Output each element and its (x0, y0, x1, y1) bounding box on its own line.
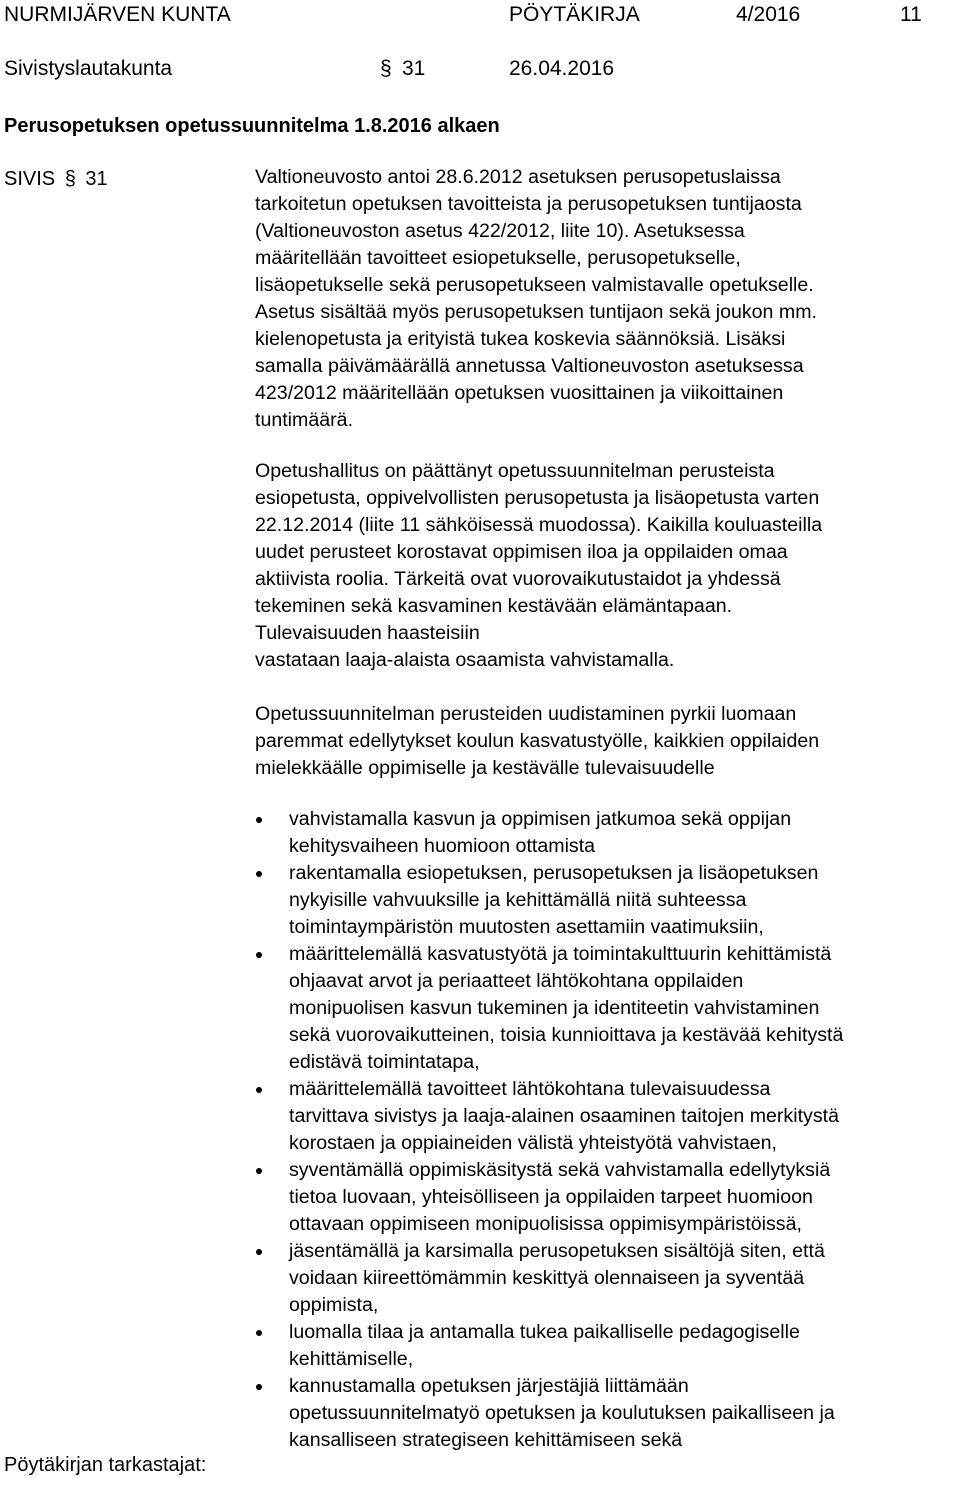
paragraph-reform (255, 701, 819, 782)
text-line: tietoa luovaan, yhteisölliseen ja oppilaiden tarpeet huomioon (289, 1186, 813, 1208)
document-number: 4/2016 (736, 3, 801, 26)
text-line: sekä vuorovaikutteinen, toisia kunnioittava ja kestävää kehitystä (289, 1024, 844, 1046)
list-item (289, 1373, 843, 1454)
bullet-icon (256, 817, 262, 823)
list-item (289, 1157, 843, 1238)
case-prefix: SIVIS (4, 168, 56, 190)
list-item (289, 1319, 843, 1373)
text-line: ottavaan oppimiseen monipuolisissa oppimisympäristöissä, (289, 1213, 802, 1235)
document-type: PÖYTÄKIRJA (509, 3, 640, 26)
list-item (289, 1076, 843, 1157)
text-line: mielekkäälle oppimiselle ja kestävälle tulevaisuudelle (255, 757, 715, 779)
text-line: kehittämiselle, (289, 1348, 414, 1370)
meeting-date: 26.04.2016 (509, 57, 615, 80)
text-line: kehitysvaiheen huomioon ottamista (289, 835, 596, 857)
municipality-name: NURMIJÄRVEN KUNTA (4, 3, 231, 26)
text-line: lisäopetukselle sekä perusopetukseen valmistavalle opetukselle. (255, 274, 814, 296)
text-line: syventämällä oppimiskäsitystä sekä vahvistamalla edellytyksiä (289, 1159, 831, 1181)
text-line: edistävä toimintatapa, (289, 1051, 480, 1073)
bullet-icon (256, 1168, 262, 1174)
text-line: kannustamalla opetuksen järjestäjiä liittämään (289, 1375, 689, 1397)
list-item (289, 860, 843, 941)
bullet-icon (256, 1384, 262, 1390)
bullet-list (289, 806, 843, 1454)
text-line: jäsentämällä ja karsimalla perusopetuksen sisältöjä siten, että (289, 1240, 825, 1262)
text-line: monipuolisen kasvun tukeminen ja identiteetin vahvistaminen (289, 997, 820, 1019)
text-line: 22.12.2014 (liite 11 sähköisessä muodossa). Kaikilla kouluasteilla (255, 514, 823, 536)
text-line: vastataan laaja-alaista osaamista vahvistamalla. (255, 649, 675, 671)
text-line: toimintaympäristön muutosten asettamiin vaatimuksiin, (289, 916, 764, 938)
list-item (289, 1238, 843, 1319)
text-line: esiopetusta, oppivelvollisten perusopetusta ja lisäopetusta varten (255, 487, 820, 509)
text-line: määritellään tavoitteet esiopetukselle, perusopetukselle, (255, 247, 741, 269)
page-number: 11 (900, 3, 922, 26)
case-section-symbol: § (64, 168, 76, 190)
bullet-icon (256, 1249, 262, 1255)
inspectors-label: Pöytäkirjan tarkastajat: (4, 1454, 207, 1476)
text-line: oppimista, (289, 1294, 379, 1316)
paragraph-curriculum (255, 458, 822, 674)
text-line: Asetus sisältää myös perusopetuksen tuntijaon sekä joukon mm. (255, 301, 817, 323)
text-line: samalla päivämäärällä annetussa Valtioneuvoston asetuksessa (255, 355, 804, 377)
text-line: määrittelemällä tavoitteet lähtökohtana tulevaisuudessa (289, 1078, 771, 1100)
bullet-icon (256, 1087, 262, 1093)
board-name: Sivistyslautakunta (4, 57, 173, 80)
text-line: kansalliseen strategiseen kehittämiseen sekä (289, 1429, 683, 1451)
text-line: vahvistamalla kasvun ja oppimisen jatkumoa sekä oppijan (289, 808, 792, 830)
case-number: 31 (85, 168, 108, 190)
text-line: Opetussuunnitelman perusteiden uudistaminen pyrkii luomaan (255, 703, 797, 725)
case-reference (4, 166, 108, 192)
text-line: Valtioneuvosto antoi 28.6.2012 asetuksen perusopetuslaissa (255, 166, 781, 188)
text-line: 423/2012 määritellään opetuksen vuosittainen ja viikoittainen (255, 382, 784, 404)
text-line: (Valtioneuvoston asetus 422/2012, liite 10). Asetuksessa (255, 220, 745, 242)
text-line: tuntimäärä. (255, 409, 354, 431)
bullet-icon (256, 952, 262, 958)
text-line: opetussuunnitelmatyö opetuksen ja koulutuksen paikalliseen ja (289, 1402, 835, 1424)
list-item (289, 941, 843, 1076)
text-line: nykyisille vahvuuksille ja kehittämällä niitä suhteessa (289, 889, 747, 911)
text-line: tarkoitetun opetuksen tavoitteista ja perusopetuksen tuntijaosta (255, 193, 802, 215)
text-line: paremmat edellytykset koulun kasvatustyölle, kaikkien oppilaiden (255, 730, 820, 752)
page-title: Perusopetuksen opetussuunnitelma 1.8.2016 alkaen (4, 115, 500, 137)
text-line: määrittelemällä kasvatustyötä ja toimintakulttuurin kehittämistä (289, 943, 832, 965)
list-item (289, 806, 843, 860)
paragraph-decree (255, 164, 817, 434)
text-line: Tulevaisuuden haasteisiin (255, 622, 480, 644)
text-line: tekeminen sekä kasvaminen kestävään elämäntapaan. (255, 595, 733, 617)
text-line: voidaan kiireettömämmin keskittyä olennaiseen ja syventää (289, 1267, 805, 1289)
text-line: Opetushallitus on päättänyt opetussuunnitelman perusteista (255, 460, 775, 482)
text-line: aktiivista roolia. Tärkeitä ovat vuorovaikutustaidot ja yhdessä (255, 568, 781, 590)
text-line: ohjaavat arvot ja periaatteet lähtökohtana oppilaiden (289, 970, 744, 992)
text-line: uudet perusteet korostavat oppimisen iloa ja oppilaiden omaa (255, 541, 788, 563)
section-number: 31 (402, 57, 426, 80)
section-symbol: § (380, 57, 392, 80)
text-line: korostaen ja oppiaineiden välistä yhteistyötä vahvistaen, (289, 1132, 777, 1154)
bullet-icon (256, 1330, 262, 1336)
text-line: rakentamalla esiopetuksen, perusopetuksen ja lisäopetuksen (289, 862, 819, 884)
text-line: tarvittava sivistys ja laaja-alainen osaaminen taitojen merkitystä (289, 1105, 839, 1127)
bullet-icon (256, 871, 262, 877)
text-line: luomalla tilaa ja antamalla tukea paikalliselle pedagogiselle (289, 1321, 800, 1343)
text-line: kielenopetusta ja erityistä tukea koskevia säännöksiä. Lisäksi (255, 328, 786, 350)
